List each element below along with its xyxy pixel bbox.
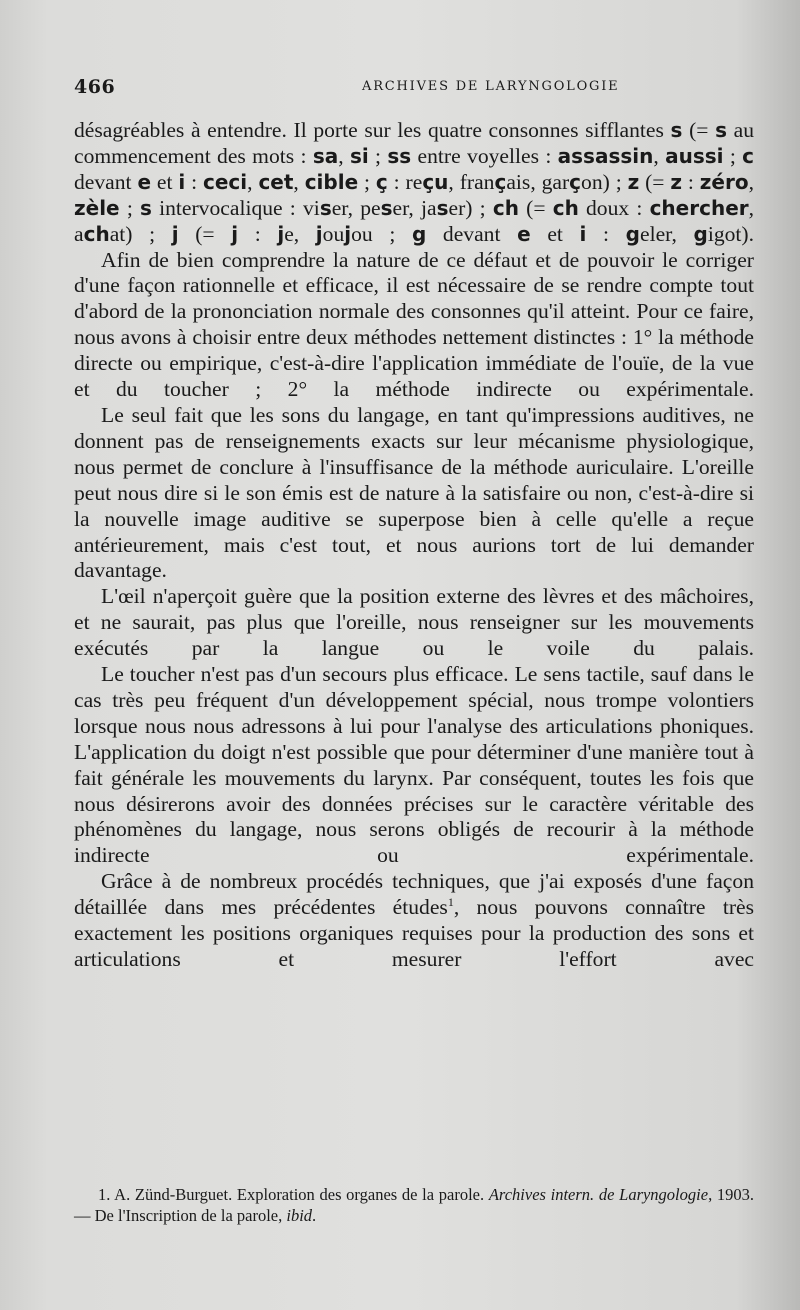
footnote: 1. A. Zünd-Burguet. Exploration des organes de la parole. Archives intern. de Laryngologie, 1903. — De l'Inscription de la parole, ibid. [74, 1185, 755, 1225]
body-text [74, 118, 754, 973]
paragraph-consonants: désagréables à entendre. Il porte sur les quatre consonnes sifflantes s (= s au commencement des mots : sa, si ; ss entre voyelles : assassin, aussi ; c devant e et i : ceci, cet, cible ; ç : reçu, français, garçon) ; z (= z : zéro, zèle ; s intervocalique : viser, peser, jaser) ; ch (= ch doux : chercher, achat) ; j (= j : je, joujou ; g devant e et i : geler, gigot). [74, 118, 755, 246]
page-number: 466 [74, 76, 116, 98]
paragraph-touch: Le toucher n'est pas d'un secours plus efficace. Le sens tactile, sauf dans le cas très peu fréquent d'un développement spécial, nous trompe volontiers lorsque nous nous adressons à lui pour l'analyse des articulations phoniques. L'application du doigt n'est possible que pour déterminer d'une manière tout à fait générale les mouvements du larynx. Par conséquent, toutes les fois que nous désirerons avoir des données précises sur le caractère véritable des phénomènes du langage, nous serons obligés de recourir à la méthode indirecte ou expérimentale. [74, 662, 754, 868]
running-title: ARCHIVES DE LARYNGOLOGIE [362, 79, 620, 94]
paragraph-hearing: Le seul fait que les sons du langage, en tant qu'impressions auditives, ne donnent pas de renseignements exacts sur leur mécanisme physiologique, nous permet de conclure à l'insuffisance de la méthode auriculaire. L'oreille peut nous dire si le son émis est de nature à la satisfaire ou non, c'est-à-dire si la nouvelle image auditive se superpose bien à celle qu'elle a reçue antérieurement, mais c'est tout, et nous aurions tort de lui demander davantage. [74, 402, 754, 583]
footnote-marker: 1 [447, 895, 454, 909]
paragraph-techniques: Grâce à de nombreux procédés techniques, que j'ai exposés d'une façon détaillée dans mes précédentes études$^1$, nous pouvons connaître très exactement les positions organiques requises pour la production des sons et articulations et mesurer l'effort avec [74, 869, 754, 971]
paragraph-sight: L'œil n'aperçoit guère que la position externe des lèvres et des mâchoires, et ne saurait, pas plus que l'oreille, nous renseigner sur les mouvements exécutés par la langue ou le voile du palais. [74, 584, 754, 661]
page-header [74, 76, 754, 100]
paragraph-methods: Afin de bien comprendre la nature de ce défaut et de pouvoir le corriger d'une façon rationnelle et efficace, il est nécessaire de se rendre compte tout d'abord de la prononciation normale des consonnes qu'il atteint. Pour ce faire, nous avons à choisir entre deux méthodes nettement distinctes : 1° la méthode directe ou empirique, c'est-à-dire l'application immédiate de l'ouïe, de la vue et du toucher ; 2° la méthode indirecte ou expérimentale. [74, 247, 754, 402]
